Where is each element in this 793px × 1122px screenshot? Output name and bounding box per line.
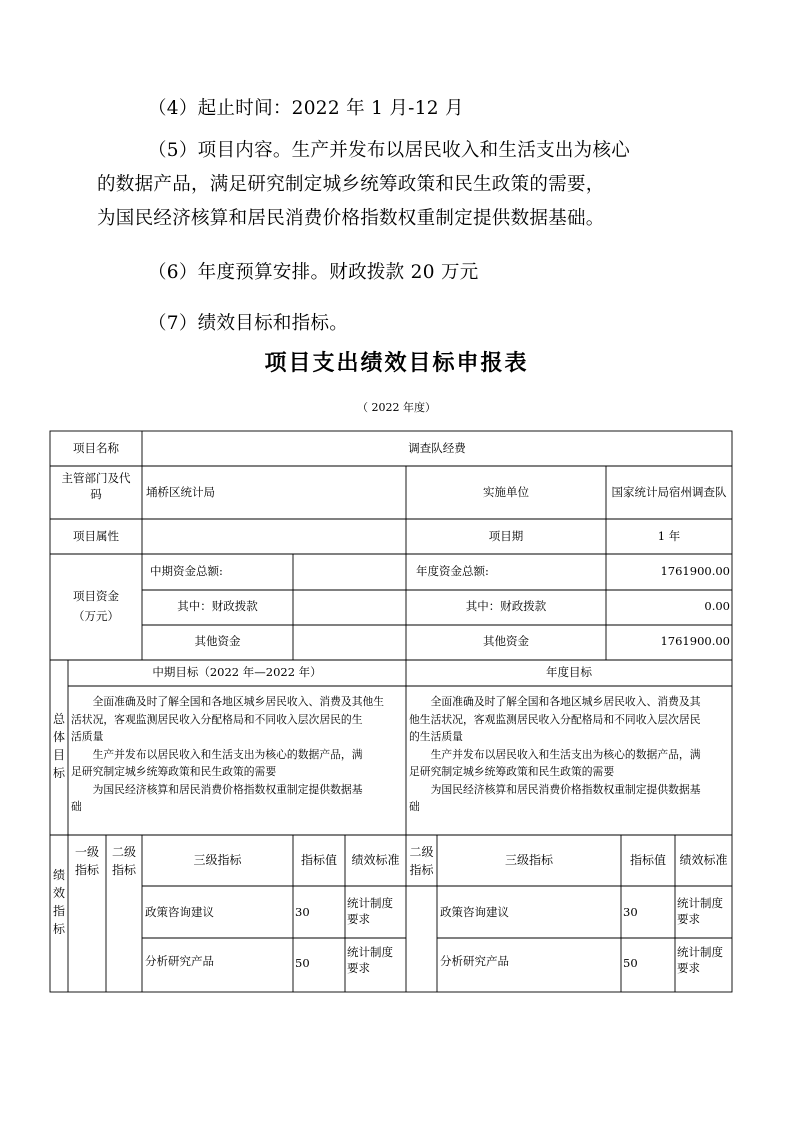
- funds-label: 项目资金 （万元）: [73, 589, 119, 623]
- annual-total-value: 1761900.00: [660, 564, 730, 578]
- impl-unit-value: 国家统计局宿州调查队: [611, 485, 727, 499]
- project-name-value: 调查队经费: [408, 441, 466, 455]
- hdr-standard-mid: 绩效标准: [351, 853, 400, 867]
- annual-fiscal-label: 其中：财政拨款: [465, 599, 547, 613]
- annual-fiscal-value: 0.00: [704, 599, 730, 613]
- mid-other-label: 其他资金: [194, 634, 241, 648]
- perf-indicator-label: 绩 效 指 标: [52, 868, 65, 936]
- mid-fiscal-label: 其中：财政拨款: [177, 599, 258, 613]
- impl-unit-label: 实施单位: [483, 485, 529, 499]
- mid-indicator-standard: 统计制度 要求: [347, 896, 393, 926]
- mid-indicator-standard: 统计制度 要求: [347, 945, 393, 975]
- annual-total-label: 年度资金总额:: [416, 564, 489, 578]
- annual-other-label: 其他资金: [483, 634, 529, 648]
- annual-indicator-standard: 统计制度 要求: [677, 896, 723, 926]
- mid-indicator-name: 分析研究产品: [145, 954, 214, 968]
- table-title: 项目支出绩效目标申报表: [264, 351, 529, 376]
- paragraph-content-line2: 的数据产品，满足研究制定城乡统筹政策和民生政策的需要，: [97, 174, 605, 195]
- annual-indicator-value: 50: [623, 956, 638, 970]
- mid-indicator-value: 50: [295, 956, 310, 970]
- table-year: （ 2022 年度）: [357, 401, 436, 414]
- dept-label: 主管部门及代 码: [61, 471, 131, 501]
- mid-goal-text: 全面准确及时了解全国和各地区城乡居民收入、消费及其他生 活状况，客观监测居民收入分配格局和不同收入层次居民的生 活质量 生产并发布以居民收入和生活支出为核心的数据产品，满 足研究制定城乡统筹政策和民生政策的需要 为国民经济核算和居民消费价格指数权重制定提供数据基 础: [71, 695, 385, 813]
- paragraph-content-line3: 为国民经济核算和居民消费价格指数权重制定提供数据基础。: [97, 208, 605, 229]
- annual-indicator-name: 分析研究产品: [440, 954, 509, 968]
- annual-indicator-standard: 统计制度 要求: [677, 945, 723, 975]
- hdr-level3-annual: 三级指标: [504, 853, 553, 867]
- period-label: 项目期: [488, 529, 524, 543]
- overall-goal-label: 总 体 目 标: [52, 712, 65, 780]
- paragraph-content-line1: （5）项目内容。生产并发布以居民收入和生活支出为核心: [148, 140, 631, 161]
- hdr-level2-annual: 二级 指标: [409, 845, 434, 877]
- hdr-value-annual: 指标值: [629, 853, 666, 867]
- hdr-level1: 一级 指标: [74, 845, 99, 877]
- attr-label: 项目属性: [73, 529, 119, 543]
- mid-indicator-name: 政策咨询建议: [145, 905, 214, 919]
- mid-total-label: 中期资金总额:: [150, 564, 223, 578]
- paragraph-goals: （7）绩效目标和指标。: [148, 313, 349, 334]
- annual-other-value: 1761900.00: [660, 634, 730, 648]
- hdr-level2-mid: 二级 指标: [111, 845, 136, 877]
- paragraph-budget: （6）年度预算安排。财政拨款 20 万元: [148, 262, 479, 283]
- hdr-standard-annual: 绩效标准: [679, 853, 728, 867]
- annual-goal-text: 全面准确及时了解全国和各地区城乡居民收入、消费及其 他生活状况，客观监测居民收入分配格局和不同收入层次居民 的生活质量 生产并发布以居民收入和生活支出为核心的数据产品，满 足研究制定城乡统筹政策和民生政策的需要 为国民经济核算和居民消费价格指数权重制定提供数据基 础: [409, 695, 701, 813]
- period-value: 1 年: [657, 529, 681, 543]
- mid-indicator-value: 30: [295, 905, 310, 919]
- annual-indicator-name: 政策咨询建议: [440, 905, 509, 919]
- hdr-value-mid: 指标值: [300, 853, 337, 867]
- mid-goal-header: 中期目标（2022 年—2022 年）: [152, 665, 322, 679]
- project-name-label: 项目名称: [73, 441, 119, 455]
- paragraph-period: （4）起止时间：2022 年 1 月-12 月: [148, 98, 464, 119]
- hdr-level3-mid: 三级指标: [193, 853, 242, 867]
- dept-value: 埇桥区统计局: [146, 485, 215, 499]
- annual-goal-header: 年度目标: [546, 665, 592, 679]
- annual-indicator-value: 30: [623, 905, 638, 919]
